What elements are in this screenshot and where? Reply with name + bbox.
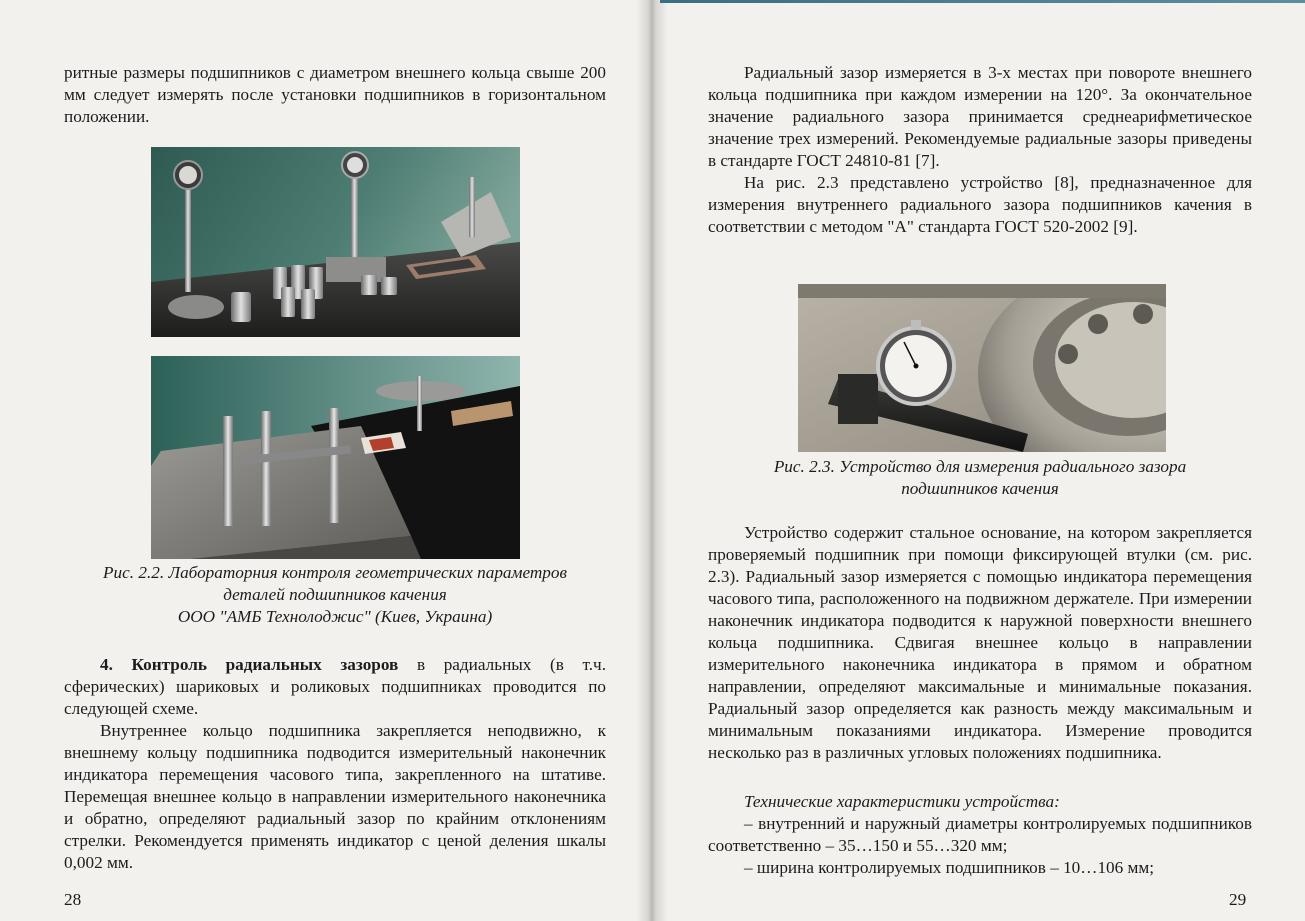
spec-item-diameters: – внутренний и наружный диаметры контролируемых подшипников соответственно – 35…150 и 55…320 мм; [708, 814, 1252, 855]
top-edge-strip [660, 0, 1305, 3]
section-4-title: 4. Контроль радиальных зазоров [100, 655, 399, 674]
figure-2-2-photo-bottom [151, 356, 520, 559]
section-4-paragraph [64, 654, 606, 720]
left-paragraph-inner-ring: Внутреннее кольцо подшипника закрепляется неподвижно, к внешнему кольцу подшипника подводится измерительный наконечник индикатора перемещения часового типа, закрепленного на штативе. Перемещая внешнее кольцо в направлении измерительного наконечника и обратно, определяют радиальный зазор по крайним отклонениям стрелки. Рекомендуется применять индикатор с ценой деления шкалы 0,002 мм. [64, 721, 606, 872]
right-paragraph-measure: Радиальный зазор измеряется в 3-х местах при повороте внешнего кольца подшипника при каждом измерении на 120°. За окончательное значение радиального зазора принимается среднеарифметическое значение трех измерений. Рекомендуемые радиальные зазоры приведены в стандарте ГОСТ 24810-81 [7]. [708, 63, 1252, 170]
specs-heading: Технические характеристики устройства: [744, 792, 1060, 811]
page-number-right: 29 [1229, 890, 1247, 909]
left-paragraph-top: ритные размеры подшипников с диаметром внешнего кольца свыше 200 мм следует измерять после установки подшипников в горизонтальном положении. [64, 63, 606, 126]
spec-item-width: – ширина контролируемых подшипников – 10…106 мм; [744, 858, 1155, 877]
figure-2-3-photo [798, 284, 1166, 452]
figure-2-3-caption-line-1: Рис. 2.3. Устройство для измерения радиального зазора [773, 457, 1187, 476]
right-page [657, 0, 1305, 921]
left-page [0, 0, 648, 921]
figure-2-3-caption-line-2: подшипников качения [901, 479, 1059, 498]
book-gutter [636, 0, 668, 921]
right-paragraph-device: На рис. 2.3 представлено устройство [8], предназначенное для измерения внутреннего радиального зазора подшипников качения в соответствии с методом "А" стандарта ГОСТ 520-2002 [9]. [708, 173, 1252, 236]
right-paragraph-contains: Устройство содержит стальное основание, на котором закрепляется проверяемый подшипник при помощи фиксирующей втулки (см. рис. 2.3). Радиальный зазор измеряется с помощью индикатора перемещения часового типа, расположенного на подвижном держателе. При измерении наконечник индикатора подводится к наружной поверхности внешнего кольца подшипника. Сдвигая внешнее кольцо в направлении измерительного наконечника индикатора в прямом и обратном направлении, определяют максимальные и минимальные показания. Радиальный зазор определяется как разность между максимальным и минимальным показаниями индикатора. Измерение проводится несколько раз в различных угловых положениях подшипника. [708, 523, 1252, 762]
figure-2-2-caption-line-1: Рис. 2.2. Лабораторния контроля геометрических параметров [103, 563, 567, 582]
page-number-left: 28 [64, 890, 82, 909]
section-4-text: в радиальных (в т.ч. сферических) шариковых и роликовых подшипниках проводится по следующей схеме. [64, 655, 606, 718]
figure-2-2-photo-top [151, 147, 520, 337]
figure-2-2-caption-line-3: ООО "АМБ Технолоджис" (Киев, Украина) [177, 607, 493, 626]
figure-2-2-caption-line-2: деталей подшипников качения [223, 585, 447, 604]
